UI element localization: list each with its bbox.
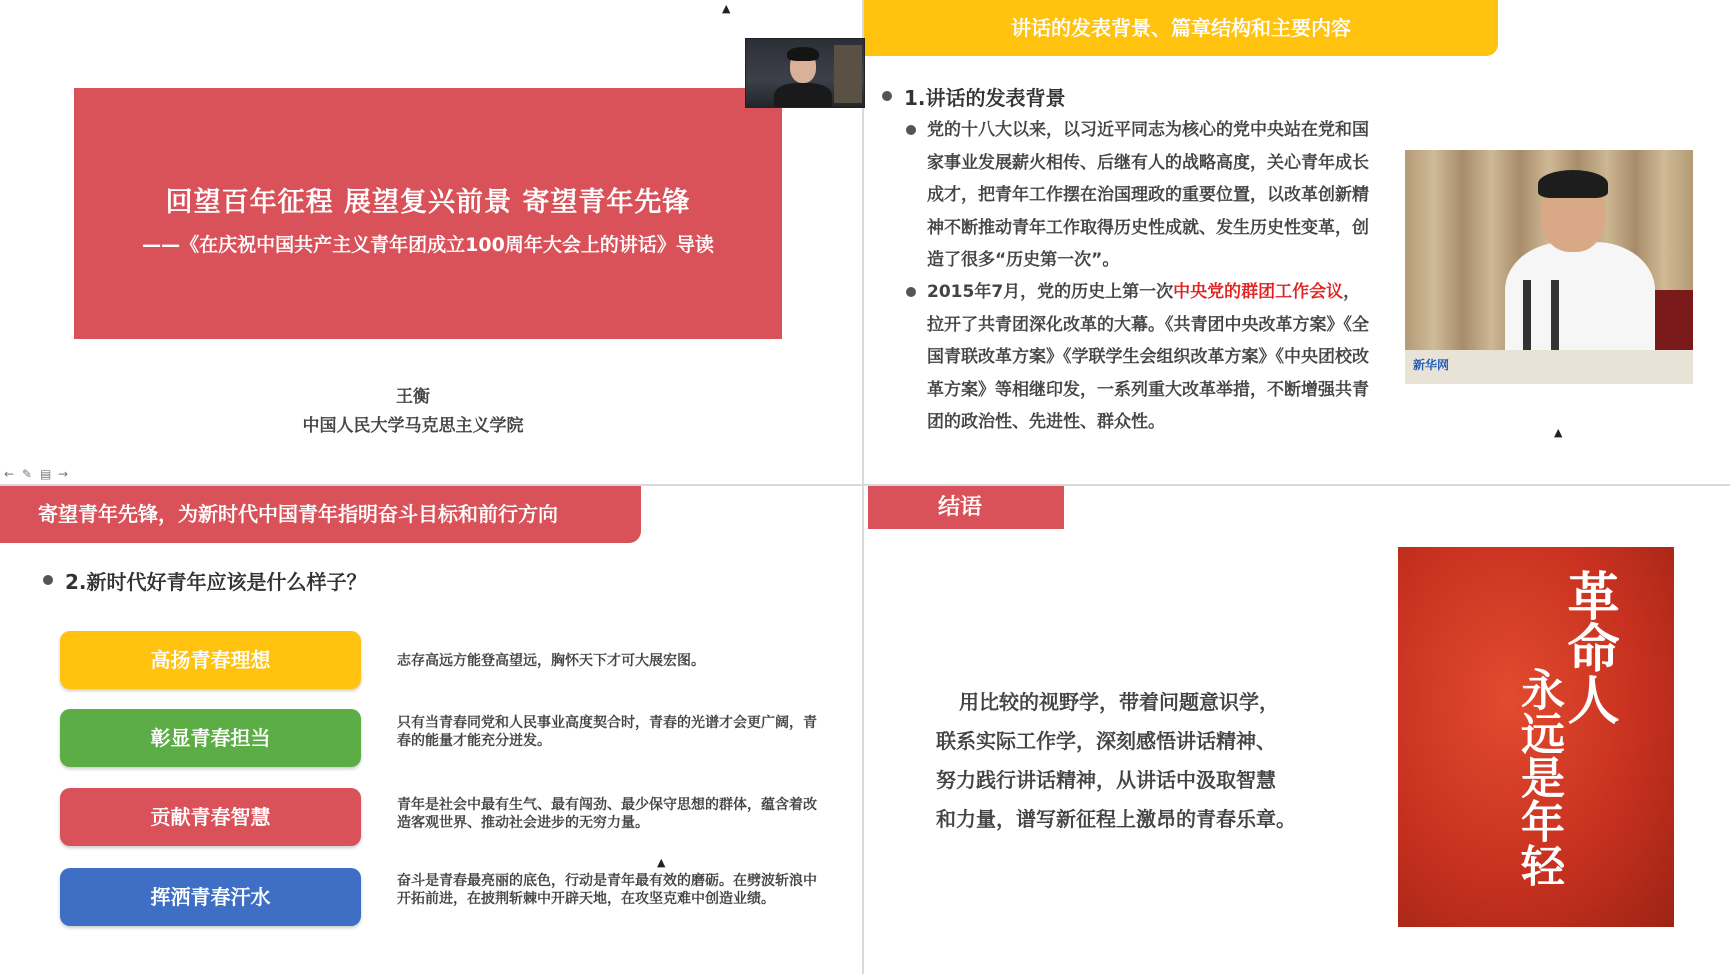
microphone-icon [1523, 280, 1531, 350]
paragraph-reform-prefix: 2015年7月，党的历史上第一次 [927, 282, 1174, 302]
label-text: 彰显青春担当 [150, 726, 271, 750]
title-banner [74, 88, 782, 339]
slide-background [864, 0, 1730, 484]
description-wisdom: 青年是社会中最有生气、最有闯劲、最少保守思想的群体，蕴含着改造客观世界、推动社会进步的无穷力量。 [397, 797, 817, 831]
label-text: 挥洒青春汗水 [150, 885, 271, 909]
paragraph-reform [927, 276, 1375, 439]
mouse-cursor-icon: ▲ [722, 2, 731, 15]
conclusion-line-2: 联系实际工作学，深刻感悟讲话精神、 [936, 729, 1276, 753]
poster-text-column-2: 永远是年轻 [1513, 667, 1564, 887]
chair-shape [1653, 290, 1693, 350]
label-sweat [60, 868, 361, 926]
slide-header: 结语 [868, 486, 1064, 529]
description-sweat: 奋斗是青春最亮丽的底色，行动是青年最有效的磨砺。在劈波斩浪中开拓前进，在披荆斩棘中开辟天地，在攻坚克难中创造业绩。 [397, 873, 817, 907]
poster-text-column-1: 革命人 [1558, 569, 1619, 725]
paragraph-background: 党的十八大以来，以习近平同志为核心的党中央站在党和国家事业发展薪火相传、后继有人的战略高度，关心青年成长成才，把青年工作摆在治国理政的重要位置，以改革创新精神不断推动青年工作取得历史性成就、发生历史性变革，创造了很多“历史第一次”。 [927, 114, 1375, 277]
slide-title [0, 0, 862, 484]
author-affiliation: 中国人民大学马克思主义学院 [302, 416, 524, 436]
slide-main-title: 回望百年征程 展望复兴前景 寄望青年先锋 [165, 187, 691, 218]
slide-toolbar [4, 468, 71, 481]
author-name: 王衡 [396, 387, 430, 407]
presenter-webcam[interactable] [745, 38, 865, 108]
speaker-photo [1405, 150, 1693, 384]
speaker-hair-shape [1538, 170, 1608, 198]
slide-conclusion [864, 486, 1730, 974]
slide-header: 寄望青年先锋，为新时代中国青年指明奋斗目标和前行方向 [0, 486, 641, 543]
prev-slide-icon[interactable]: ← [4, 467, 15, 481]
label-wisdom [60, 788, 361, 846]
vertical-divider [862, 0, 864, 974]
slide-header: 讲话的发表背景、篇章结构和主要内容 [864, 0, 1498, 56]
highlight-text: 中央党的群团工作会议 [1173, 282, 1344, 302]
mouse-cursor-icon: ▲ [1554, 426, 1563, 439]
calligraphy-poster [1398, 547, 1674, 927]
slide-good-youth [0, 486, 862, 974]
conclusion-line-1: 用比较的视野学，带着问题意识学， [959, 690, 1279, 714]
section-heading: 2.新时代好青年应该是什么样子？ [65, 566, 367, 595]
microphone-icon [1551, 280, 1559, 350]
slide-subtitle: ——《在庆祝中国共产主义青年团成立100周年大会上的讲话》导读 [142, 234, 714, 256]
horizontal-divider [0, 484, 1730, 486]
mouse-cursor-icon: ▲ [657, 856, 666, 869]
label-ideal [60, 631, 361, 689]
next-slide-icon[interactable]: → [58, 467, 69, 481]
presenter-body-shape [774, 83, 832, 108]
description-ideal: 志存高远方能登高望远，胸怀天下才可大展宏图。 [397, 653, 705, 669]
label-responsibility [60, 709, 361, 767]
presenter-hair-shape [787, 47, 819, 61]
pen-icon[interactable]: ✎ [22, 467, 33, 481]
paragraph-reform-suffix: ，拉开了共青团深化改革的大幕。《共青团中央改革方案》《全国青联改革方案》《学联学生会组织改革方案》《中央团校改革方案》等相继印发，一系列重大改革举措，不断增强共青团的政治性、先进性、群众性。 [927, 282, 1369, 432]
label-text: 高扬青春理想 [150, 648, 271, 672]
photo-watermark: 新华网 [1413, 358, 1450, 372]
conclusion-line-3: 努力践行讲话精神，从讲话中汲取智慧 [936, 768, 1276, 792]
label-text: 贡献青春智慧 [150, 805, 271, 829]
bookshelf-shape [834, 45, 862, 103]
section-heading: 1.讲话的发表背景 [904, 82, 1066, 111]
description-responsibility: 只有当青春同党和人民事业高度契合时，青春的光谱才会更广阔，青春的能量才能充分迸发。 [397, 715, 817, 749]
menu-icon[interactable]: ▤ [40, 467, 52, 481]
conclusion-line-4: 和力量，谱写新征程上激昂的青春乐章。 [936, 807, 1296, 831]
